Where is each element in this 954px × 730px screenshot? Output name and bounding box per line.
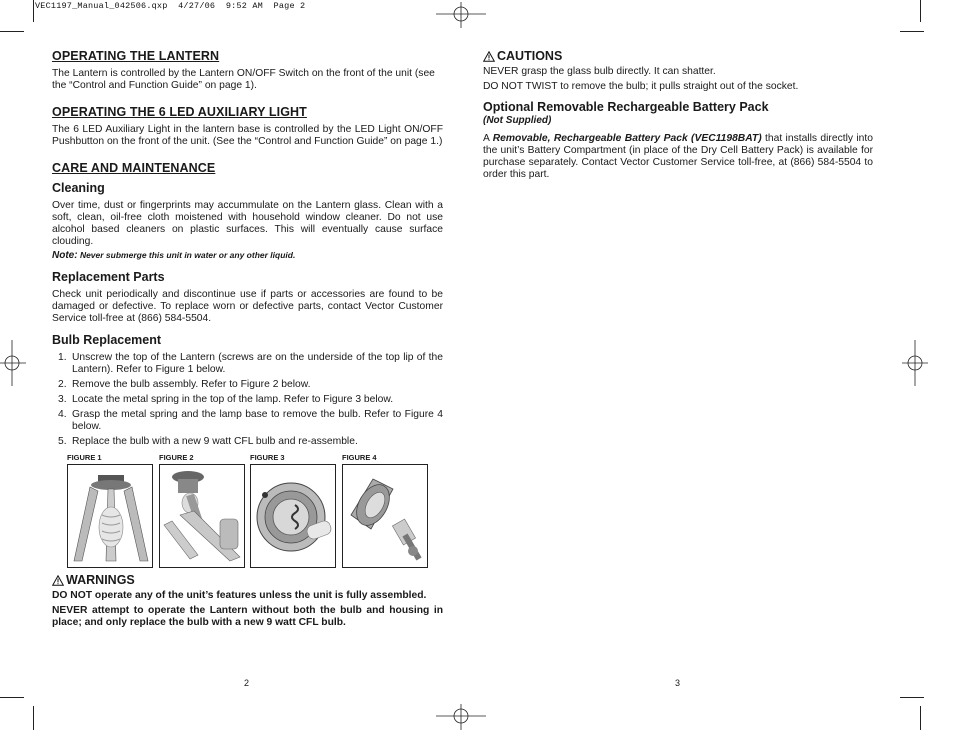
heading-operating-led: OPERATING THE 6 LED AUXILIARY LIGHT: [52, 105, 307, 119]
figure-4-image: [342, 464, 428, 568]
figure-label: FIGURE 3: [250, 453, 285, 462]
cleaning-body: Over time, dust or fingerprints may accummulate on the Lantern glass. Clean with a soft, clean, oil-free cloth moistened with household window cleaner. Do not use alcohol based cleaners on plastic surfaces. This will eventually cause surface clouding.: [52, 200, 443, 247]
warnings-heading: [52, 574, 443, 586]
note-label: Note:: [52, 250, 78, 261]
bulb-steps-list: [52, 352, 443, 448]
caution-line-2: DO NOT TWIST to remove the bulb; it pulls straight out of the socket.: [483, 81, 799, 92]
registration-mark-left-icon: [0, 340, 26, 386]
operating-lantern-body: The Lantern is controlled by the Lantern ON/OFF Switch on the front of the unit (see the “Control and Function Guide” on page 1).: [52, 68, 435, 91]
crop-mark-tl-v: [33, 0, 34, 22]
battery-subheading: (Not Supplied): [483, 115, 552, 126]
warnings-heading-text: WARNINGS: [66, 573, 135, 587]
battery-product-name: Removable, Rechargeable Battery Pack (VEC1198BAT): [492, 133, 762, 144]
caution-line-1: NEVER grasp the glass bulb directly. It can shatter.: [483, 66, 716, 77]
figure-label: FIGURE 2: [159, 453, 194, 462]
figure-1-image: [67, 464, 153, 568]
registration-mark-bottom-icon: [436, 704, 486, 730]
warning-item-1: DO NOT operate any of the unit’s features unless the unit is fully assembled.: [52, 590, 427, 601]
warning-triangle-icon: [483, 51, 495, 62]
figure-label: FIGURE 4: [342, 453, 377, 462]
list-item: 3. Locate the metal spring in the top of the lamp. Refer to Figure 3 below.: [58, 394, 394, 405]
heading-replacement-parts: Replacement Parts: [52, 270, 165, 284]
figure-1: [67, 452, 151, 568]
registration-mark-right-icon: [902, 340, 928, 386]
list-item: 1. Unscrew the top of the Lantern (screws are on the underside of the top lip of the Lantern). Refer to Figure 1 below.: [58, 352, 443, 375]
battery-heading: Optional Removable Rechargeable Battery Pack: [483, 100, 769, 114]
replacement-body: Check unit periodically and discontinue use if parts or accessories are found to be damaged or defective. To replace worn or defective parts, contact Vector Customer Service toll-free at (866) 584-5504.: [52, 289, 443, 324]
list-item: 4. Grasp the metal spring and the lamp base to remove the bulb. Refer to Figure 4 below.: [58, 409, 443, 432]
heading-care-maintenance: CARE AND MAINTENANCE: [52, 161, 216, 175]
figure-label: FIGURE 1: [67, 453, 102, 462]
figure-row: [52, 452, 443, 570]
list-item: 5. Replace the bulb with a new 9 watt CFL bulb and re-assemble.: [58, 436, 358, 447]
crop-mark-br-v: [920, 706, 921, 730]
cautions-heading: [483, 50, 873, 62]
page-number-right: 3: [675, 678, 681, 688]
crop-mark-tr-v: [920, 0, 921, 22]
cleaning-note: [52, 249, 443, 262]
crop-mark-bl-v: [33, 706, 34, 730]
crop-mark-bl-h: [0, 697, 24, 698]
heading-operating-lantern: OPERATING THE LANTERN: [52, 49, 220, 63]
figure-2: [159, 452, 243, 568]
warning-triangle-icon: [52, 575, 64, 586]
list-item: 2. Remove the bulb assembly. Refer to Figure 2 below.: [58, 379, 311, 390]
figure-3: [250, 452, 334, 568]
registration-mark-top-icon: [436, 2, 486, 28]
note-text: Never submerge this unit in water or any other liquid.: [79, 250, 296, 260]
crop-mark-tr-h: [900, 31, 924, 32]
crop-mark-tl-h: [0, 31, 24, 32]
right-column: [483, 50, 873, 181]
slug-line: VEC1197_Manual_042506.qxp 4/27/06 9:52 AM Page 2: [35, 1, 306, 11]
heading-bulb-replacement: Bulb Replacement: [52, 333, 162, 347]
warning-item-2: NEVER attempt to operate the Lantern without both the bulb and housing in place; and only replace the bulb with a new 9 watt CFL bulb.: [52, 605, 443, 628]
page-number-left: 2: [244, 678, 250, 688]
cautions-heading-text: CAUTIONS: [497, 49, 563, 63]
battery-body: A Removable, Rechargeable Battery Pack (VEC1198BAT) that installs directly into the unit’s Battery Compartment (in place of the Dry Cell Battery Pack) is available for purchase separately. Contact Vector Customer Service toll-free, at (866) 584-5504 to order this part.: [483, 133, 873, 180]
figure-4: [342, 452, 426, 568]
figure-3-image: [250, 464, 336, 568]
heading-cleaning: Cleaning: [52, 181, 105, 195]
figure-2-image: [159, 464, 245, 568]
left-column: [52, 50, 443, 632]
operating-led-body: The 6 LED Auxiliary Light in the lantern base is controlled by the LED Light ON/OFF Pushbutton on the front of the unit. (See the “Control and Function Guide” on page 1.): [52, 124, 443, 147]
crop-mark-br-h: [900, 697, 924, 698]
